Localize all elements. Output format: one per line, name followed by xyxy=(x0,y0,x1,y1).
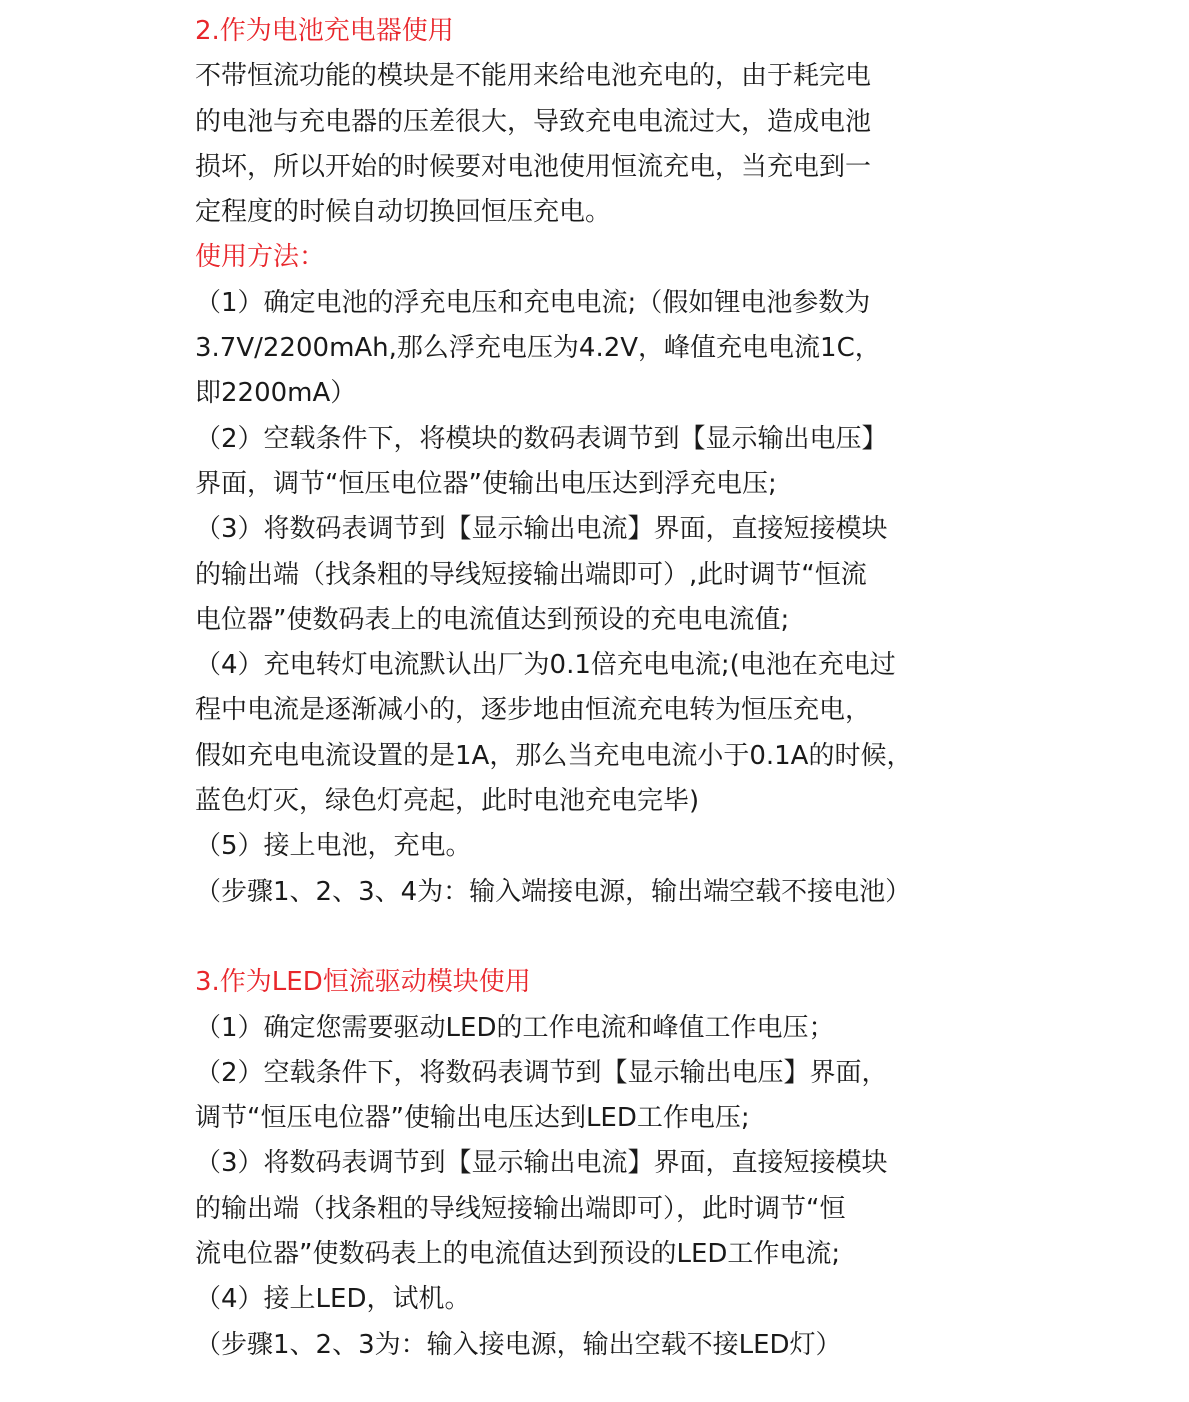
intro-line-3: 损坏，所以开始的时候要对电池使用恒流充电，当充电到一 xyxy=(195,151,872,182)
battery-step-line-14: （步骤1、2、3、4为：输入端接电源，输出端空载不接电池） xyxy=(195,876,912,907)
battery-step-line-5: 界面，调节“恒压电位器”使输出电压达到浮充电压; xyxy=(195,468,777,499)
section-spacer xyxy=(195,915,955,960)
intro-line-4: 定程度的时候自动切换回恒压充电。 xyxy=(195,197,612,228)
led-step-line-6: 流电位器”使数码表上的电流值达到预设的LED工作电流; xyxy=(195,1239,841,1270)
document-body xyxy=(195,9,955,1368)
battery-step-line-2: 3.7V/2200mAh,那么浮充电压为4.2V，峰值充电电流1C， xyxy=(195,333,881,364)
led-step-line-2: （2）空载条件下，将数码表调节到【显示输出电压】界面， xyxy=(195,1057,888,1088)
section-2-heading: 2.作为电池充电器使用 xyxy=(195,16,454,46)
section-3-heading: 3.作为LED恒流驱动模块使用 xyxy=(195,967,531,998)
led-step-line-3: 调节“恒压电位器”使输出电压达到LED工作电压; xyxy=(195,1103,750,1134)
battery-step-line-12: 蓝色灯灭，绿色灯亮起，此时电池充电完毕) xyxy=(195,786,700,817)
battery-step-line-7: 的输出端（找条粗的导线短接输出端即可）,此时调节“恒流 xyxy=(195,559,867,590)
battery-step-line-3: 即2200mA） xyxy=(195,378,357,409)
intro-line-1: 不带恒流功能的模块是不能用来给电池充电的，由于耗完电 xyxy=(195,61,872,92)
usage-heading: 使用方法： xyxy=(195,242,326,273)
intro-line-2: 的电池与充电器的压差很大，导致充电电流过大，造成电池 xyxy=(195,106,872,137)
led-step-line-7: （4）接上LED，试机。 xyxy=(195,1284,471,1315)
battery-step-line-6: （3）将数码表调节到【显示输出电流】界面，直接短接模块 xyxy=(195,514,888,545)
battery-step-line-4: （2）空载条件下，将模块的数码表调节到【显示输出电压】 xyxy=(195,423,888,454)
led-step-line-4: （3）将数码表调节到【显示输出电流】界面，直接短接模块 xyxy=(195,1148,888,1179)
led-step-line-8: （步骤1、2、3为：输入接电源，输出空载不接LED灯） xyxy=(195,1329,842,1360)
led-step-line-5: 的输出端（找条粗的导线短接输出端即可），此时调节“恒 xyxy=(195,1193,846,1224)
battery-step-line-11: 假如充电电流设置的是1A，那么当充电电流小于0.1A的时候， xyxy=(195,740,913,771)
led-step-line-1: （1）确定您需要驱动LED的工作电流和峰值工作电压； xyxy=(195,1012,835,1043)
battery-step-line-13: （5）接上电池，充电。 xyxy=(195,831,472,862)
battery-step-line-8: 电位器”使数码表上的电流值达到预设的充电电流值; xyxy=(195,604,790,635)
battery-step-line-10: 程中电流是逐渐减小的，逐步地由恒流充电转为恒压充电， xyxy=(195,695,872,726)
battery-step-line-9: （4）充电转灯电流默认出厂为0.1倍充电电流;(电池在充电过 xyxy=(195,650,896,681)
battery-step-line-1: （1）确定电池的浮充电压和充电电流;（假如锂电池参数为 xyxy=(195,287,871,318)
